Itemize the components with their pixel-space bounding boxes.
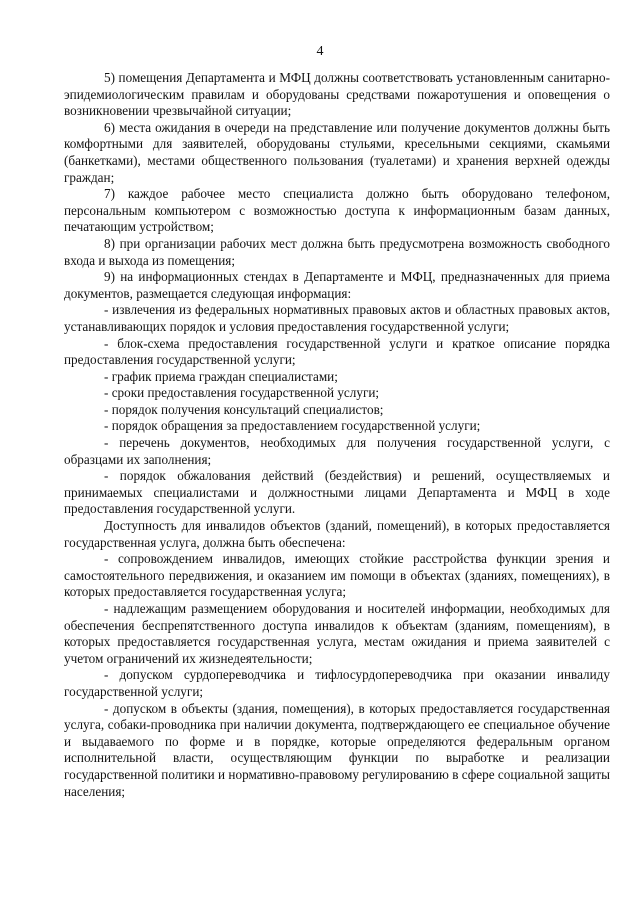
paragraph-premises-requirements: 5) помещения Департамента и МФЦ должны соответствовать установленным санитарно-эпидемиологическим правилам и оборудованы средствами пожаротушения и оповещения о возникновении чрезвычайной ситуации; (64, 70, 610, 119)
list-item-service-terms: - сроки предоставления государственной услуги; (104, 385, 380, 401)
list-item-sign-interpreter: - допуском сурдопереводчика и тифлосурдопереводчика при оказании инвалиду государственной услуги; (64, 667, 610, 699)
list-item-equipment-placement: - надлежащим размещением оборудования и носителей информации, необходимых для обеспечения беспрепятственного доступа инвалидов к объектам (зданиям, помещениям), в которых предоставляется государственная услуга, местам ожидания и приема заявителей с учетом ограничений их жизнедеятельности; (64, 601, 610, 666)
paragraph-information-stands: 9) на информационных стендах в Департаменте и МФЦ, предназначенных для приема документов, размещается следующая информация: (64, 269, 610, 301)
list-item-appeal-procedure: - порядок обжалования действий (бездействия) и решений, осуществляемых и принимаемых специалистами и должностными лицами Департамента и МФЦ в ходе предоставления государственной услуги. (64, 468, 610, 517)
paragraph-workplace-equipment: 7) каждое рабочее место специалиста должно быть оборудовано телефоном, персональным компьютером с возможностью доступа к информационным базам данных, печатающим устройством; (64, 186, 610, 235)
paragraph-free-access: 8) при организации рабочих мест должна быть предусмотрена возможность свободного входа и выхода из помещения; (64, 235, 610, 268)
list-item-escort: - сопровождением инвалидов, имеющих стойкие расстройства функции зрения и самостоятельного передвижения, и оказанием им помощи в объектах (зданиях, помещениях), в которых предоставляется государственная услуга; (64, 551, 610, 600)
paragraph-waiting-areas: 6) места ожидания в очереди на представление или получение документов должны быть комфортными для заявителей, оборудованы стульями, кресельными секциями, скамьями (банкетками), местами общественного пользования (туалетами) и хранения верхней одежды граждан; (64, 119, 610, 185)
list-item-application-procedure: - порядок обращения за предоставлением государственной услуги; (104, 418, 481, 434)
list-item-guide-dog: - допуском в объекты (здания, помещения), в которых предоставляется государственная услуга, собаки-проводника при наличии документа, подтверждающего ее специальное обучение и выдаваемого по форме и в порядке, которые определяются федеральным органом исполнительной власти, осуществляющим функции по выработке и реализации государственной политики и нормативно-правовому регулированию в сфере социальной защиты населения; (64, 700, 610, 799)
list-item-documents-list: - перечень документов, необходимых для получения государственной услуги, с образцами их заполнения; (64, 435, 610, 467)
document-body (64, 70, 610, 800)
paragraph-accessibility: Доступность для инвалидов объектов (зданий, помещений), в которых предоставляется государственная услуга, должна быть обеспечена: (64, 518, 610, 550)
page-number: 4 (316, 44, 324, 59)
list-item-reception-schedule: - график приема граждан специалистами; (104, 368, 338, 384)
list-item-consultations: - порядок получения консультаций специалистов; (104, 401, 384, 417)
list-item-flowchart: - блок-схема предоставления государственной услуги и краткое описание порядка предоставления государственной услуги; (64, 335, 610, 368)
list-item-legal-extracts: - извлечения из федеральных нормативных правовых актов и областных правовых актов, устанавливающих порядок и условия предоставления государственной услуги; (64, 302, 610, 334)
